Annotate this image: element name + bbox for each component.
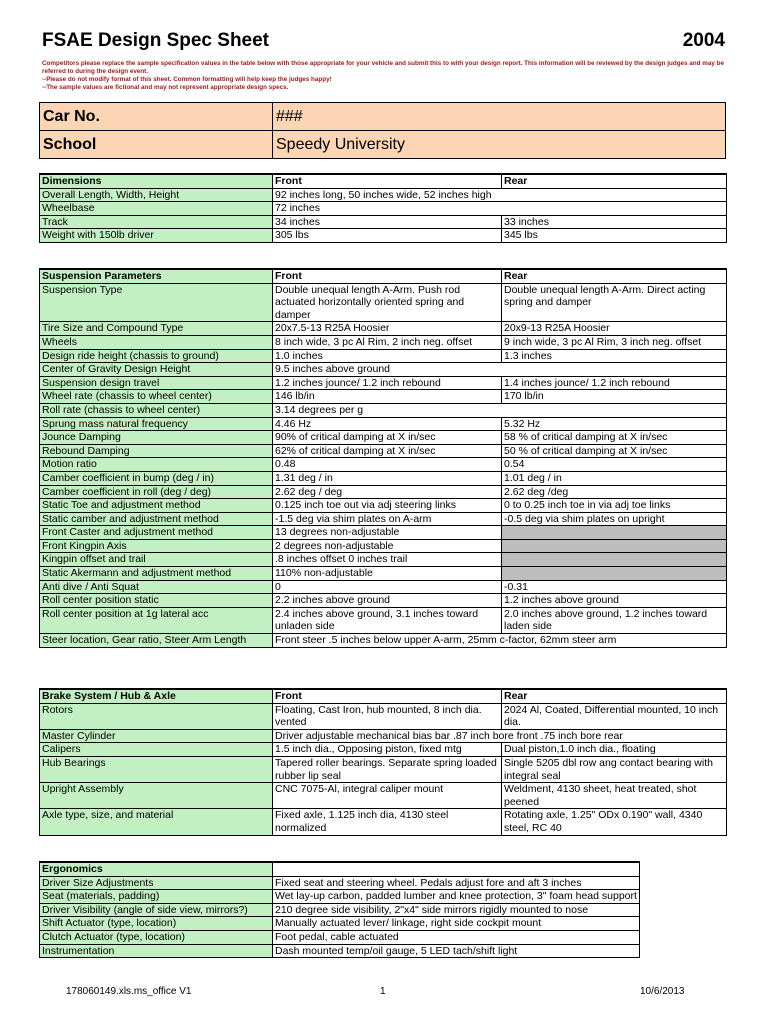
front-value[interactable]: 2.62 deg / deg (273, 485, 502, 499)
spec-label: Suspension Type (40, 283, 273, 322)
car-info-table (39, 102, 726, 159)
table-row (40, 499, 727, 513)
car-number-value[interactable]: ### (273, 103, 726, 131)
front-value[interactable]: 305 lbs (273, 229, 502, 243)
front-value[interactable]: 2.2 inches above ground (273, 594, 502, 608)
instruction-note: --The sample values are fictional and may not represent appropriate design specs. (42, 84, 289, 91)
front-value[interactable]: Tapered roller bearings. Separate spring loaded rubber lip seal (273, 756, 502, 782)
table-row (40, 743, 727, 757)
table-row (40, 607, 727, 633)
rear-value[interactable]: 2.62 deg /deg (502, 485, 727, 499)
table-row (40, 349, 727, 363)
table-row (40, 634, 727, 648)
spec-label: Center of Gravity Design Height (40, 363, 273, 377)
spec-label: Upright Assembly (40, 783, 273, 809)
table-row (40, 930, 640, 944)
front-column-header: Front (273, 174, 502, 188)
section-title: Suspension Parameters (40, 269, 273, 283)
rear-value[interactable]: 1.4 inches jounce/ 1.2 inch rebound (502, 376, 727, 390)
table-row (40, 703, 727, 729)
table-row (40, 322, 727, 336)
front-value[interactable]: CNC 7075-Al, integral caliper mount (273, 783, 502, 809)
front-value[interactable]: 2.4 inches above ground, 3.1 inches toward unladen side (273, 607, 502, 633)
rear-value[interactable]: 1.3 inches (502, 349, 727, 363)
spec-label: Instrumentation (40, 944, 273, 958)
spec-label: Roll center position at 1g lateral acc (40, 607, 273, 633)
section-header-row (40, 862, 640, 876)
table-row (40, 917, 640, 931)
spec-value[interactable]: Fixed seat and steering wheel. Pedals adjust fore and aft 3 inches (273, 876, 640, 890)
spec-label: Hub Bearings (40, 756, 273, 782)
table-row (40, 485, 727, 499)
rear-value[interactable]: 345 lbs (502, 229, 727, 243)
front-value[interactable]: 110% non-adjustable (273, 567, 502, 581)
dimensions-table (39, 173, 727, 243)
table-row (40, 363, 727, 377)
table-row (40, 229, 727, 243)
section-header-row (40, 689, 727, 703)
rear-value[interactable]: Weldment, 4130 sheet, heat treated, shot peened (502, 783, 727, 809)
table-row (40, 403, 727, 417)
front-value[interactable]: .8 inches offset 0 inches trail (273, 553, 502, 567)
spec-value[interactable]: Wet lay-up carbon, padded lumber and knee protection, 3" foam head support (273, 890, 640, 904)
spec-label: Roll center position static (40, 594, 273, 608)
front-value[interactable]: 0 (273, 580, 502, 594)
spec-label: Motion ratio (40, 458, 273, 472)
spec-label: Camber coefficient in roll (deg / deg) (40, 485, 273, 499)
front-value[interactable]: 2 degrees non-adjustable (273, 539, 502, 553)
table-row (40, 580, 727, 594)
spec-label: Front Kingpin Axis (40, 539, 273, 553)
spec-label: Overall Length, Width, Height (40, 188, 273, 202)
spec-label: Wheelbase (40, 202, 273, 216)
spec-value[interactable]: Front steer .5 inches below upper A-arm, 25mm c-factor, 62mm steer arm (273, 634, 727, 648)
rear-value[interactable]: 0 to 0.25 inch toe in via adj toe links (502, 499, 727, 513)
rear-value[interactable] (502, 526, 727, 540)
spec-label: Sprung mass natural frequency (40, 417, 273, 431)
front-value[interactable]: 20x7.5-13 R25A Hoosier (273, 322, 502, 336)
section-header-row (40, 174, 727, 188)
spec-label: Camber coefficient in bump (deg / in) (40, 471, 273, 485)
table-row (40, 444, 727, 458)
sheet-title: FSAE Design Spec Sheet (42, 30, 270, 51)
spec-label: Axle type, size, and material (40, 809, 273, 835)
table-row (40, 202, 727, 216)
spec-label: Rotors (40, 703, 273, 729)
section-header-blank (273, 862, 640, 876)
table-row (40, 729, 727, 743)
spec-label: Tire Size and Compound Type (40, 322, 273, 336)
spec-label: Shift Actuator (type, location) (40, 917, 273, 931)
spec-value[interactable]: 72 inches (273, 202, 727, 216)
table-row (40, 390, 727, 404)
school-value[interactable]: Speedy University (273, 131, 726, 159)
table-row (40, 431, 727, 445)
rear-value[interactable]: Rotating axle, 1.25" ODx 0.190" wall, 4340 steel, RC 40 (502, 809, 727, 835)
spec-value[interactable]: 3.14 degrees per g (273, 403, 727, 417)
spec-label: Driver Size Adjustments (40, 876, 273, 890)
spec-value[interactable]: 9.5 inches above ground (273, 363, 727, 377)
spec-label: Static Akermann and adjustment method (40, 567, 273, 581)
front-value[interactable]: Floating, Cast Iron, hub mounted, 8 inch dia. vented (273, 703, 502, 729)
spec-value[interactable]: Manually actuated lever/ linkage, right side cockpit mount (273, 917, 640, 931)
section-title: Brake System / Hub & Axle (40, 689, 273, 703)
front-value[interactable]: Double unequal length A-Arm. Push rod actuated horizontally oriented spring and damper (273, 283, 502, 322)
spec-label: Weight with 150lb driver (40, 229, 273, 243)
car-number-label: Car No. (40, 103, 273, 131)
spec-label: Suspension design travel (40, 376, 273, 390)
rear-value[interactable] (502, 553, 727, 567)
table-row (40, 809, 727, 835)
section-header-row (40, 269, 727, 283)
spec-label: Steer location, Gear ratio, Steer Arm Length (40, 634, 273, 648)
spec-label: Jounce Damping (40, 431, 273, 445)
spec-value[interactable]: Foot pedal, cable actuated (273, 930, 640, 944)
section-title: Dimensions (40, 174, 273, 188)
table-row (40, 458, 727, 472)
rear-value[interactable]: 5.32 Hz (502, 417, 727, 431)
rear-value[interactable]: 58 % of critical damping at X in/sec (502, 431, 727, 445)
rear-value[interactable] (502, 567, 727, 581)
title-row (42, 30, 725, 60)
table-row (40, 417, 727, 431)
front-value[interactable]: Fixed axle, 1.125 inch dia, 4130 steel normalized (273, 809, 502, 835)
table-row (40, 756, 727, 782)
table-row (40, 944, 640, 958)
front-value[interactable]: 34 inches (273, 215, 502, 229)
spec-label: Clutch Actuator (type, location) (40, 930, 273, 944)
spec-label: Kingpin offset and trail (40, 553, 273, 567)
rear-value[interactable]: -0.31 (502, 580, 727, 594)
spec-label: Static camber and adjustment method (40, 512, 273, 526)
front-value[interactable]: 1.5 inch dia., Opposing piston, fixed mtg (273, 743, 502, 757)
rear-value[interactable]: Double unequal length A-Arm. Direct acting spring and damper (502, 283, 727, 322)
footer-filename: 178060149.xls.ms_office V1 (66, 986, 192, 997)
spec-label: Seat (materials, padding) (40, 890, 273, 904)
ergonomics-table (39, 861, 640, 958)
suspension-table (39, 268, 727, 648)
rear-value[interactable]: Dual piston,1.0 inch dia., floating (502, 743, 727, 757)
section-title: Ergonomics (40, 862, 273, 876)
table-row (40, 783, 727, 809)
front-value[interactable]: 1.2 inches jounce/ 1.2 inch rebound (273, 376, 502, 390)
spec-value[interactable]: 92 inches long, 50 inches wide, 52 inches high (273, 188, 727, 202)
rear-value[interactable]: 0.54 (502, 458, 727, 472)
front-column-header: Front (273, 689, 502, 703)
spec-label: Rebound Damping (40, 444, 273, 458)
rear-value[interactable]: 170 lb/in (502, 390, 727, 404)
table-row (40, 903, 640, 917)
school-row (40, 131, 726, 159)
rear-value[interactable]: 33 inches (502, 215, 727, 229)
front-column-header: Front (273, 269, 502, 283)
table-row (40, 526, 727, 540)
table-row (40, 376, 727, 390)
rear-column-header: Rear (502, 269, 727, 283)
spec-label: Roll rate (chassis to wheel center) (40, 403, 273, 417)
instructions (42, 60, 732, 92)
rear-value[interactable]: 2.0 inches above ground, 1.2 inches toward laden side (502, 607, 727, 633)
rear-value[interactable]: 2024 Al, Coated, Differential mounted, 10 inch dia. (502, 703, 727, 729)
table-row (40, 283, 727, 322)
front-value[interactable]: 90% of critical damping at X in/sec (273, 431, 502, 445)
front-value[interactable]: 0.125 inch toe out via adj steering links (273, 499, 502, 513)
front-value[interactable]: -1.5 deg via shim plates on A-arm (273, 512, 502, 526)
car-number-row (40, 103, 726, 131)
rear-value[interactable]: -0.5 deg via shim plates on upright (502, 512, 727, 526)
table-row (40, 594, 727, 608)
spec-value[interactable]: 210 degree side visibility, 2"x4" side mirrors rigidly mounted to nose (273, 903, 640, 917)
table-row (40, 553, 727, 567)
rear-column-header: Rear (502, 174, 727, 188)
brakes-table (39, 688, 727, 836)
rear-value[interactable]: 20x9-13 R25A Hoosier (502, 322, 727, 336)
rear-column-header: Rear (502, 689, 727, 703)
spec-value[interactable]: Driver adjustable mechanical bias bar .87 inch bore front .75 inch bore rear (273, 729, 727, 743)
rear-value[interactable]: 1.01 deg / in (502, 471, 727, 485)
rear-value[interactable]: Single 5205 dbl row ang contact bearing with integral seal (502, 756, 727, 782)
spec-label: Calipers (40, 743, 273, 757)
spec-label: Anti dive / Anti Squat (40, 580, 273, 594)
table-row (40, 876, 640, 890)
table-row (40, 188, 727, 202)
table-row (40, 890, 640, 904)
spec-value[interactable]: Dash mounted temp/oil gauge, 5 LED tach/shift light (273, 944, 640, 958)
front-value[interactable]: 1.31 deg / in (273, 471, 502, 485)
spec-label: Static Toe and adjustment method (40, 499, 273, 513)
spec-label: Design ride height (chassis to ground) (40, 349, 273, 363)
table-row (40, 215, 727, 229)
rear-value[interactable]: 50 % of critical damping at X in/sec (502, 444, 727, 458)
spec-label: Wheels (40, 335, 273, 349)
school-label: School (40, 131, 273, 159)
footer-page-number: 1 (380, 986, 386, 997)
front-value[interactable]: 13 degrees non-adjustable (273, 526, 502, 540)
spec-label: Master Cylinder (40, 729, 273, 743)
front-value[interactable]: 4.46 Hz (273, 417, 502, 431)
spec-label: Wheel rate (chassis to wheel center) (40, 390, 273, 404)
table-row (40, 539, 727, 553)
instruction-note: --Please do not modify format of this sheet. Common formatting will help keep the judges happy! (42, 76, 332, 83)
spec-label: Track (40, 215, 273, 229)
rear-value[interactable]: 1.2 inches above ground (502, 594, 727, 608)
front-value[interactable]: 1.0 inches (273, 349, 502, 363)
spec-label: Front Caster and adjustment method (40, 526, 273, 540)
table-row (40, 512, 727, 526)
table-row (40, 567, 727, 581)
front-value[interactable]: 146 lb/in (273, 390, 502, 404)
footer-date: 10/6/2013 (640, 986, 685, 997)
table-row (40, 471, 727, 485)
rear-value[interactable] (502, 539, 727, 553)
front-value[interactable]: 62% of critical damping at X in/sec (273, 444, 502, 458)
sheet-year: 2004 (682, 30, 725, 51)
rear-value[interactable]: 9 inch wide, 3 pc Al Rim, 3 inch neg. offset (502, 335, 727, 349)
spec-label: Driver Visibility (angle of side view, mirrors?) (40, 903, 273, 917)
instruction-note: Competitors please replace the sample specification values in the table below with those appropriate for your vehicle and submit this to with your design report. This information will be reviewed by the design judges and may be referred to during the design event. (42, 60, 724, 75)
table-row (40, 335, 727, 349)
front-value[interactable]: 0.48 (273, 458, 502, 472)
front-value[interactable]: 8 inch wide, 3 pc Al Rim, 2 inch neg. offset (273, 335, 502, 349)
